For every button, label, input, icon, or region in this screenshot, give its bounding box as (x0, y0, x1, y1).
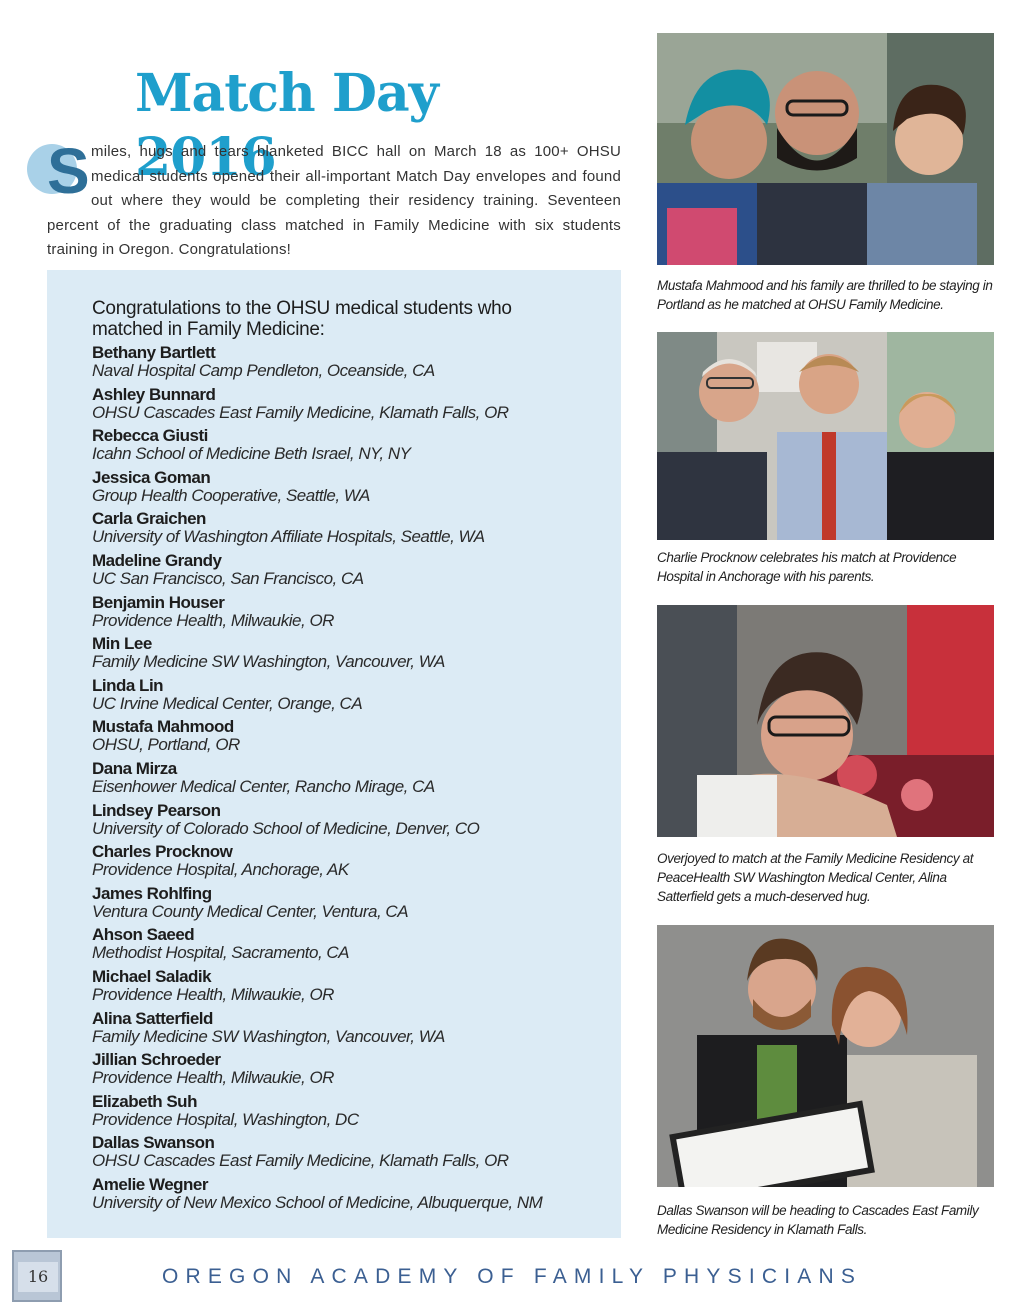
residency-location: University of Washington Affiliate Hospitals, Seattle, WA (92, 527, 485, 547)
photo-mahmood-family (657, 33, 994, 265)
residency-location: Providence Health, Milwaukie, OR (92, 984, 334, 1004)
residency-location: University of New Mexico School of Medicine, Albuquerque, NM (92, 1192, 543, 1212)
student-name: Ahson Saeed (92, 925, 195, 945)
student-entry (92, 344, 612, 386)
student-name: Alina Satterfield (92, 1008, 213, 1028)
page-title: Match Day 2016 (135, 63, 438, 188)
student-name: Mustafa Mahmood (92, 717, 234, 737)
residency-location: Group Health Cooperative, Seattle, WA (92, 485, 370, 505)
residency-location: OHSU Cascades East Family Medicine, Klamath Falls, OR (92, 402, 509, 422)
student-entry (92, 635, 612, 677)
student-entry (92, 1010, 612, 1052)
photo-swanson-couple (657, 925, 994, 1187)
student-name: Charles Procknow (92, 842, 233, 862)
student-name: Dallas Swanson (92, 1133, 215, 1153)
student-entry (92, 386, 612, 428)
student-entry (92, 427, 612, 469)
student-entry (92, 552, 612, 594)
footer-publication-name: OREGON ACADEMY OF FAMILY PHYSICIANS (161, 1265, 863, 1288)
student-entry (92, 760, 612, 802)
student-entry (92, 1176, 612, 1218)
student-name: Benjamin Houser (92, 592, 225, 612)
student-name: Dana Mirza (92, 758, 177, 778)
intro-paragraph (47, 135, 621, 263)
student-name: Carla Graichen (92, 509, 206, 529)
student-name: Jessica Goman (92, 467, 211, 487)
residency-location: University of Colorado School of Medicine, Denver, CO (92, 818, 480, 838)
residency-location: UC San Francisco, San Francisco, CA (92, 568, 364, 588)
residency-location: Family Medicine SW Washington, Vancouver, WA (92, 1026, 445, 1046)
student-name: Elizabeth Suh (92, 1091, 197, 1111)
student-name: Min Lee (92, 634, 152, 654)
student-entry (92, 1093, 612, 1135)
student-entry (92, 802, 612, 844)
student-entry (92, 469, 612, 511)
student-name: Lindsey Pearson (92, 800, 221, 820)
student-name: Michael Saladik (92, 966, 212, 986)
student-entry (92, 843, 612, 885)
drop-cap (47, 135, 90, 207)
residency-location: OHSU Cascades East Family Medicine, Klamath Falls, OR (92, 1151, 509, 1171)
student-entry (92, 594, 612, 636)
photo-caption-1: Mustafa Mahmood and his family are thrilled to be staying in Portland as he matched at OHSU Family Medicine. (657, 278, 993, 312)
student-name: Madeline Grandy (92, 550, 222, 570)
student-entry (92, 1134, 612, 1176)
student-entry (92, 718, 612, 760)
residency-location: UC Irvine Medical Center, Orange, CA (92, 693, 363, 713)
student-name: Linda Lin (92, 675, 164, 695)
photo-caption-4: Dallas Swanson will be heading to Cascades East Family Medicine Residency in Klamath Falls. (657, 1203, 979, 1237)
student-name: Rebecca Giusti (92, 426, 208, 446)
residency-location: Providence Hospital, Washington, DC (92, 1109, 359, 1129)
residency-location: Naval Hospital Camp Pendleton, Oceanside, CA (92, 361, 435, 380)
photo-caption-2: Charlie Procknow celebrates his match at Providence Hospital in Anchorage with his parents. (657, 550, 957, 584)
residency-location: Providence Hospital, Anchorage, AK (92, 860, 349, 880)
intro-text: miles, hugs and tears blanketed BICC hall on March 18 as 100+ OHSU medical students opened their all-important Match Day envelopes and found out where they would be completing their residency training. Seventeen percent of the graduating class matched in Family Medicine with six students training in Oregon. Congratulations! (47, 143, 621, 258)
student-name: Jillian Schroeder (92, 1050, 221, 1070)
residency-location: Providence Health, Milwaukie, OR (92, 1068, 334, 1088)
student-name: Amelie Wegner (92, 1174, 209, 1194)
student-name: Bethany Bartlett (92, 343, 216, 362)
residency-location: Icahn School of Medicine Beth Israel, NY, NY (92, 444, 411, 464)
photo-satterfield-hug (657, 605, 994, 837)
student-entry (92, 510, 612, 552)
student-entry (92, 885, 612, 927)
student-list (92, 344, 612, 1217)
residency-location: Eisenhower Medical Center, Rancho Mirage, CA (92, 776, 435, 796)
photo-procknow-parents (657, 332, 994, 540)
student-entry (92, 1051, 612, 1093)
student-name: James Rohlfing (92, 883, 212, 903)
student-entry (92, 677, 612, 719)
page-number: 16 (18, 1262, 58, 1292)
student-entry (92, 926, 612, 968)
match-list-heading: Congratulations to the OHSU medical students who matched in Family Medicine: (92, 298, 512, 340)
residency-location: Providence Health, Milwaukie, OR (92, 610, 334, 630)
residency-location: Family Medicine SW Washington, Vancouver, WA (92, 652, 445, 672)
student-name: Ashley Bunnard (92, 384, 216, 404)
photo-caption-3: Overjoyed to match at the Family Medicine Residency at PeaceHealth SW Washington Medical Center, Alina Satterfield gets a much-deserved hug. (657, 851, 974, 904)
student-entry (92, 968, 612, 1010)
residency-location: OHSU, Portland, OR (92, 735, 240, 755)
residency-location: Ventura County Medical Center, Ventura, CA (92, 901, 409, 921)
residency-location: Methodist Hospital, Sacramento, CA (92, 943, 350, 963)
drop-cap-letter: S (47, 135, 90, 207)
